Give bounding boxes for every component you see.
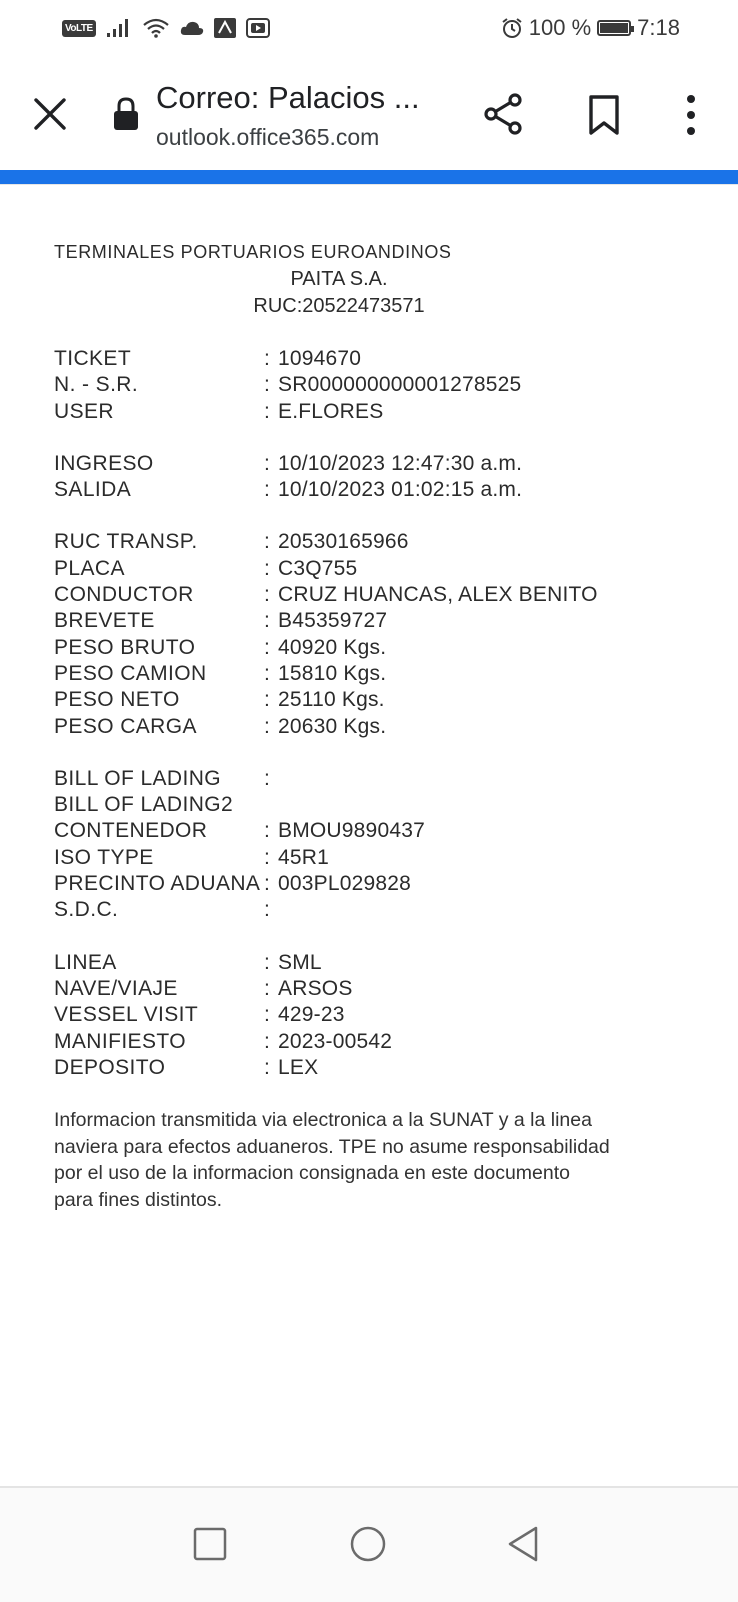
field-row — [54, 976, 694, 1002]
field-separator: : — [264, 688, 270, 712]
field-separator: : — [264, 556, 270, 580]
field-row — [54, 372, 694, 398]
field-label: PESO CARGA — [54, 714, 197, 738]
browser-toolbar — [0, 58, 738, 170]
recent-apps-icon[interactable] — [190, 1524, 230, 1564]
field-label: BREVETE — [54, 609, 155, 633]
navigation-bar — [0, 1486, 738, 1602]
field-row — [54, 1002, 694, 1028]
home-icon[interactable] — [348, 1524, 388, 1564]
field-row — [54, 818, 694, 844]
field-label: N. - S.R. — [54, 373, 139, 397]
field-value: BMOU9890437 — [278, 819, 425, 843]
field-separator: : — [264, 478, 270, 502]
field-value: 10/10/2023 12:47:30 a.m. — [278, 451, 523, 475]
page-load-progress-bar — [0, 170, 738, 184]
company-name: TERMINALES PORTUARIOS EUROANDINOS — [54, 242, 452, 262]
field-group — [54, 766, 694, 924]
ticket-fields — [54, 346, 694, 1081]
field-label: BILL OF LADING2 — [54, 793, 234, 817]
field-value: SML — [278, 950, 322, 974]
field-separator: : — [264, 609, 270, 633]
field-value: LEX — [278, 1055, 319, 1079]
field-label: PLACA — [54, 556, 125, 580]
field-value: CRUZ HUANCAS, ALEX BENITO — [278, 583, 598, 607]
field-row — [54, 346, 694, 372]
field-value: 25110 Kgs. — [278, 688, 385, 712]
field-value: B45359727 — [278, 609, 388, 633]
field-row — [54, 792, 694, 818]
field-value: E.FLORES — [278, 399, 384, 423]
youtube-icon — [246, 18, 270, 38]
company-name-line2: PAITA S.A. — [290, 268, 388, 290]
field-label: BILL OF LADING — [54, 766, 222, 790]
field-row — [54, 1029, 694, 1055]
more-options-icon[interactable] — [676, 94, 706, 136]
field-separator: : — [264, 373, 270, 397]
field-label: S.D.C. — [54, 898, 119, 922]
field-separator: : — [264, 399, 270, 423]
battery-level — [600, 23, 628, 33]
field-row — [54, 950, 694, 976]
field-label: SALIDA — [54, 478, 132, 502]
status-right — [501, 15, 680, 41]
field-row — [54, 582, 694, 608]
field-value: 20630 Kgs. — [278, 714, 387, 738]
field-row — [54, 871, 694, 897]
clock: 7:18 — [637, 15, 680, 40]
close-icon[interactable] — [30, 94, 70, 134]
field-row — [54, 451, 694, 477]
field-label: ISO TYPE — [54, 845, 154, 869]
field-label: RUC TRANSP. — [54, 530, 198, 554]
page-title: Correo: Palacios ... — [156, 80, 420, 115]
field-row — [54, 635, 694, 661]
field-value: 15810 Kgs. — [278, 661, 387, 685]
wifi-icon — [142, 18, 170, 38]
signal-icon — [106, 18, 132, 38]
field-label: TICKET — [54, 347, 132, 370]
field-separator: : — [264, 661, 270, 685]
field-label: PESO NETO — [54, 688, 180, 712]
field-row — [54, 1055, 694, 1081]
toolbar-divider — [0, 184, 738, 185]
field-group — [54, 529, 694, 739]
field-row — [54, 714, 694, 740]
field-separator: : — [264, 451, 270, 475]
field-separator: : — [264, 347, 270, 370]
field-row — [54, 766, 694, 792]
field-row — [54, 897, 694, 923]
field-value: C3Q755 — [278, 556, 358, 580]
navigation-app-icon — [214, 18, 236, 38]
field-separator: : — [264, 950, 270, 974]
back-icon[interactable] — [504, 1524, 544, 1564]
field-separator: : — [264, 819, 270, 843]
field-label: USER — [54, 399, 114, 423]
cloud-icon — [180, 20, 204, 36]
field-separator: : — [264, 976, 270, 1000]
field-separator: : — [264, 530, 270, 554]
field-row — [54, 529, 694, 555]
volte-badge: VoLTE — [62, 20, 96, 37]
company-ruc: RUC:20522473571 — [253, 295, 425, 317]
field-value: 20530165966 — [278, 530, 409, 554]
field-separator: : — [264, 714, 270, 738]
field-value: ARSOS — [278, 976, 353, 1000]
field-row — [54, 556, 694, 582]
status-left — [62, 18, 270, 38]
field-value: 429-23 — [278, 1003, 345, 1027]
field-value: 2023-00542 — [278, 1029, 393, 1053]
field-value: 40920 Kgs. — [278, 635, 387, 659]
field-row — [54, 661, 694, 687]
field-separator: : — [264, 845, 270, 869]
field-label: PRECINTO ADUANA — [54, 872, 261, 896]
field-row — [54, 399, 694, 425]
battery-icon — [597, 20, 631, 36]
field-separator: : — [264, 872, 270, 896]
field-label: LINEA — [54, 950, 117, 974]
field-label: DEPOSITO — [54, 1055, 166, 1079]
field-label: CONTENEDOR — [54, 819, 208, 843]
field-value: SR000000000001278525 — [278, 373, 522, 397]
field-separator — [264, 792, 278, 818]
field-separator: : — [264, 898, 270, 922]
field-row — [54, 845, 694, 871]
bookmark-icon[interactable] — [584, 94, 624, 136]
field-separator: : — [264, 635, 270, 659]
field-label: INGRESO — [54, 451, 154, 475]
field-label: CONDUCTOR — [54, 583, 194, 607]
field-value: 10/10/2023 01:02:15 a.m. — [278, 478, 523, 502]
field-separator: : — [264, 1003, 270, 1027]
share-icon[interactable] — [482, 92, 526, 136]
field-value: 45R1 — [278, 845, 330, 869]
field-group — [54, 950, 694, 1081]
page-url[interactable]: outlook.office365.com — [156, 124, 380, 150]
field-separator: : — [264, 766, 270, 790]
field-label: VESSEL VISIT — [54, 1003, 199, 1027]
lock-icon — [112, 96, 140, 132]
field-row — [54, 608, 694, 634]
field-label: MANIFIESTO — [54, 1029, 186, 1053]
field-separator: : — [264, 1029, 270, 1053]
weighing-ticket — [54, 238, 694, 1213]
field-value: 1094670 — [278, 347, 362, 370]
field-label: NAVE/VIAJE — [54, 976, 178, 1000]
status-bar — [0, 0, 738, 58]
field-row — [54, 687, 694, 713]
alarm-icon — [501, 17, 523, 39]
field-row — [54, 477, 694, 503]
field-value: 003PL029828 — [278, 872, 411, 896]
field-group — [54, 451, 694, 504]
disclaimer-note: Informacion transmitida via electronica a la SUNAT y a la linea naviera para efectos aduaneros. TPE no asume responsabilidad por el uso de la informacion consignada en este documento para fines distintos. — [54, 1109, 610, 1211]
field-label: PESO BRUTO — [54, 635, 196, 659]
field-group — [54, 346, 694, 425]
battery-percent: 100 % — [528, 15, 592, 40]
field-separator: : — [264, 583, 270, 607]
field-separator: : — [264, 1055, 270, 1079]
field-label: PESO CAMION — [54, 661, 207, 685]
